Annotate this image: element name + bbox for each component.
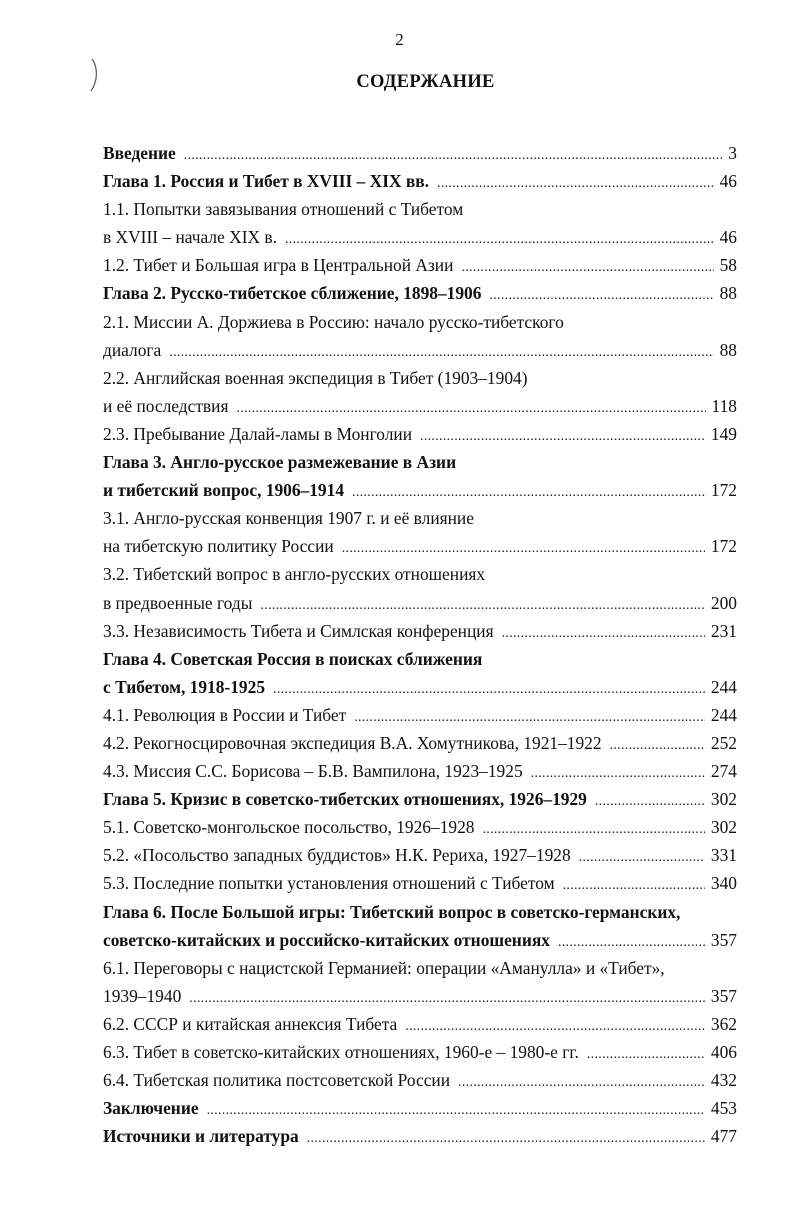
toc-entry-section [103, 532, 737, 560]
toc-entry-page: 88 [719, 339, 737, 360]
toc-entry-text: Глава 5. Кризис в советско-тибетских отношениях, 1926–1929 [103, 789, 587, 810]
toc-entry-section [103, 617, 737, 645]
toc-entry-page: 46 [719, 227, 737, 248]
toc-entry-text: в XVIII – начале XIX в. [103, 227, 277, 248]
toc-entry-page: 3 [728, 143, 737, 163]
toc-entry-section [103, 813, 737, 841]
toc-entry-page: 149 [710, 423, 737, 444]
toc-entry-section [103, 251, 737, 279]
toc-entry-chapter-2 [103, 279, 737, 307]
toc-entry-page: 244 [710, 704, 737, 725]
toc-entry-section [103, 504, 737, 532]
toc-entry-page: 244 [710, 676, 737, 697]
toc-leader [252, 589, 704, 620]
toc-entry-text: с Тибетом, 1918-1925 [103, 676, 266, 697]
toc-entry-text: Глава 2. Русско-тибетское сближение, 1898–1906 [103, 283, 482, 304]
toc-entry-chapter-6 [103, 926, 737, 954]
toc-entry-text: на тибетскую политику России [103, 536, 334, 557]
toc-entry-page: 172 [710, 480, 737, 501]
toc-entry-chapter-3 [103, 476, 737, 504]
toc-entry-section [103, 757, 737, 785]
toc-entry-page: 331 [710, 845, 737, 866]
toc-entry-page: 58 [719, 255, 737, 276]
toc-entry-section [103, 560, 737, 588]
toc-entry-text: Заключение [103, 1098, 199, 1119]
toc-entry-text: 3.3. Независимость Тибета и Симлская конференция [103, 620, 494, 641]
toc-entry-text: диалога [103, 339, 162, 360]
toc-entry-page: 231 [710, 620, 737, 641]
toc-entry-page: 432 [710, 1070, 737, 1091]
toc-entry-text: Глава 3. Англо-русское размежевание в Азии [103, 452, 457, 473]
toc-leader [277, 223, 714, 254]
toc-entry-chapter-5 [103, 785, 737, 813]
toc-entry-chapter-3 [103, 448, 737, 476]
toc-entry-text: 3.2. Тибетский вопрос в англо-русских отношениях [103, 564, 486, 585]
toc-entry-page: 200 [710, 592, 737, 613]
toc-entry-text: 6.2. СССР и китайская аннексия Тибета [103, 1013, 398, 1034]
toc-entry-page: 477 [710, 1126, 737, 1147]
page-number: 2 [395, 30, 404, 49]
toc-entry-text: 5.1. Советско-монгольское посольство, 1926–1928 [103, 817, 475, 838]
toc-entry-text: 1.2. Тибет и Большая игра в Центральной Азии [103, 255, 454, 276]
toc-leader [346, 701, 705, 732]
toc-entry-section [103, 364, 737, 392]
toc-entry-text: Источники и литература [103, 1126, 299, 1147]
toc-entry-page: 88 [719, 283, 737, 304]
page-title: СОДЕРЖАНИЕ [356, 72, 495, 92]
toc-entry-text: 2.3. Пребывание Далай-ламы в Монголии [103, 423, 413, 444]
toc-entry-page: 118 [711, 395, 737, 416]
toc-entry-section [103, 420, 737, 448]
toc-entry-text: 4.1. Революция в России и Тибет [103, 704, 347, 725]
toc-leader [555, 869, 705, 900]
toc-entry-text: 6.3. Тибет в советско-китайских отношениях, 1960-е – 1980-е гг. [103, 1042, 579, 1062]
toc-entry-section [103, 589, 737, 617]
toc-entry-page: 340 [710, 873, 737, 894]
toc-entry-text: 6.4. Тибетская политика постсоветской России [103, 1070, 451, 1091]
toc-entry-text: 1.1. Попытки завязывания отношений с Тибетом [103, 199, 464, 220]
toc-entry-page: 46 [719, 171, 737, 192]
toc-entry-page: 406 [710, 1042, 737, 1062]
toc-entry-section [103, 308, 737, 336]
toc-entry-text: в предвоенные годы [103, 592, 253, 613]
toc-entry-page: 252 [710, 732, 737, 753]
toc-leader [397, 1010, 705, 1041]
toc-entry-text: 2.2. Английская военная экспедиция в Тибет (1903–1904) [103, 367, 528, 388]
toc-entry-section [103, 1038, 737, 1066]
toc-entry-conclusion [103, 1094, 737, 1122]
toc-entry-text: советско-китайских и российско-китайских отношениях [103, 929, 550, 950]
toc-entry-chapter-4 [103, 645, 737, 673]
table-of-contents [103, 139, 737, 1150]
toc-leader [494, 617, 705, 648]
toc-leader [579, 1038, 705, 1069]
toc-entry-chapter-1 [103, 167, 737, 195]
toc-entry-text: 6.1. Переговоры с нацистской Германией: операции «Аманулла» и «Тибет», [103, 957, 665, 978]
toc-entry-section [103, 841, 737, 869]
toc-entry-chapter-4 [103, 673, 737, 701]
toc-entry-page: 453 [710, 1098, 737, 1119]
toc-entry-sources [103, 1122, 737, 1150]
toc-entry-chapter-6 [103, 898, 737, 926]
toc-entry-text: 4.2. Рекогносцировочная экспедиция В.А. Хомутникова, 1921–1922 [103, 732, 602, 753]
toc-leader [587, 785, 705, 816]
toc-entry-section [103, 1010, 737, 1038]
toc-entry-text: Глава 6. После Большой игры: Тибетский вопрос в советско-германских, [103, 901, 681, 922]
toc-entry-text: Глава 1. Россия и Тибет в XVIII – XIX вв. [103, 171, 430, 192]
toc-entry-section [103, 336, 737, 364]
toc-entry-section [103, 223, 737, 251]
toc-leader [265, 673, 705, 704]
toc-leader [199, 1094, 705, 1125]
toc-entry-page: 362 [710, 1013, 737, 1034]
toc-entry-page: 357 [710, 929, 737, 950]
toc-entry-page: 172 [710, 536, 737, 557]
toc-leader [334, 532, 705, 563]
toc-entry-text: 4.3. Миссия С.С. Борисова – Б.В. Вампилона, 1923–1925 [103, 761, 523, 782]
toc-leader [299, 1122, 705, 1153]
toc-leader [344, 476, 705, 507]
toc-entry-section [103, 869, 737, 897]
toc-leader [181, 982, 705, 1013]
toc-leader [481, 279, 713, 310]
toc-leader [450, 1066, 705, 1097]
toc-entry-section [103, 1066, 737, 1094]
toc-leader [523, 757, 705, 788]
toc-leader [429, 167, 714, 198]
toc-leader [161, 336, 713, 367]
toc-entry-text: 5.3. Последние попытки установления отношений с Тибетом [103, 873, 555, 894]
toc-entry-page: 357 [710, 985, 737, 1006]
toc-entry-section [103, 195, 737, 223]
toc-entry-text: и её последствия [103, 395, 229, 416]
toc-entry-page: 302 [710, 817, 737, 838]
toc-entry-section [103, 982, 737, 1010]
toc-leader [550, 926, 705, 957]
toc-entry-page: 274 [710, 761, 737, 782]
toc-entry-text: 2.1. Миссии А. Доржиева в Россию: начало русско-тибетского [103, 311, 564, 332]
toc-entry-section [103, 729, 737, 757]
toc-entry-text: Глава 4. Советская Россия в поисках сближения [103, 648, 483, 669]
toc-entry-intro [103, 139, 737, 167]
toc-entry-section [103, 701, 737, 729]
toc-entry-text: 3.1. Англо-русская конвенция 1907 г. и её влияние [103, 508, 474, 529]
toc-leader [474, 813, 704, 844]
toc-entry-section [103, 954, 737, 982]
toc-leader [412, 420, 705, 451]
toc-entry-page: 302 [710, 789, 737, 810]
toc-entry-text: 1939–1940 [103, 985, 182, 1006]
toc-entry-text: и тибетский вопрос, 1906–1914 [103, 480, 345, 501]
toc-leader [176, 139, 723, 170]
toc-entry-text: 5.2. «Посольство западных буддистов» Н.К. Рериха, 1927–1928 [103, 845, 571, 866]
toc-entry-section [103, 392, 737, 420]
toc-leader [571, 841, 705, 872]
toc-leader [228, 392, 705, 423]
toc-leader [602, 729, 705, 760]
toc-entry-text: Введение [103, 143, 176, 163]
toc-leader [453, 251, 713, 282]
